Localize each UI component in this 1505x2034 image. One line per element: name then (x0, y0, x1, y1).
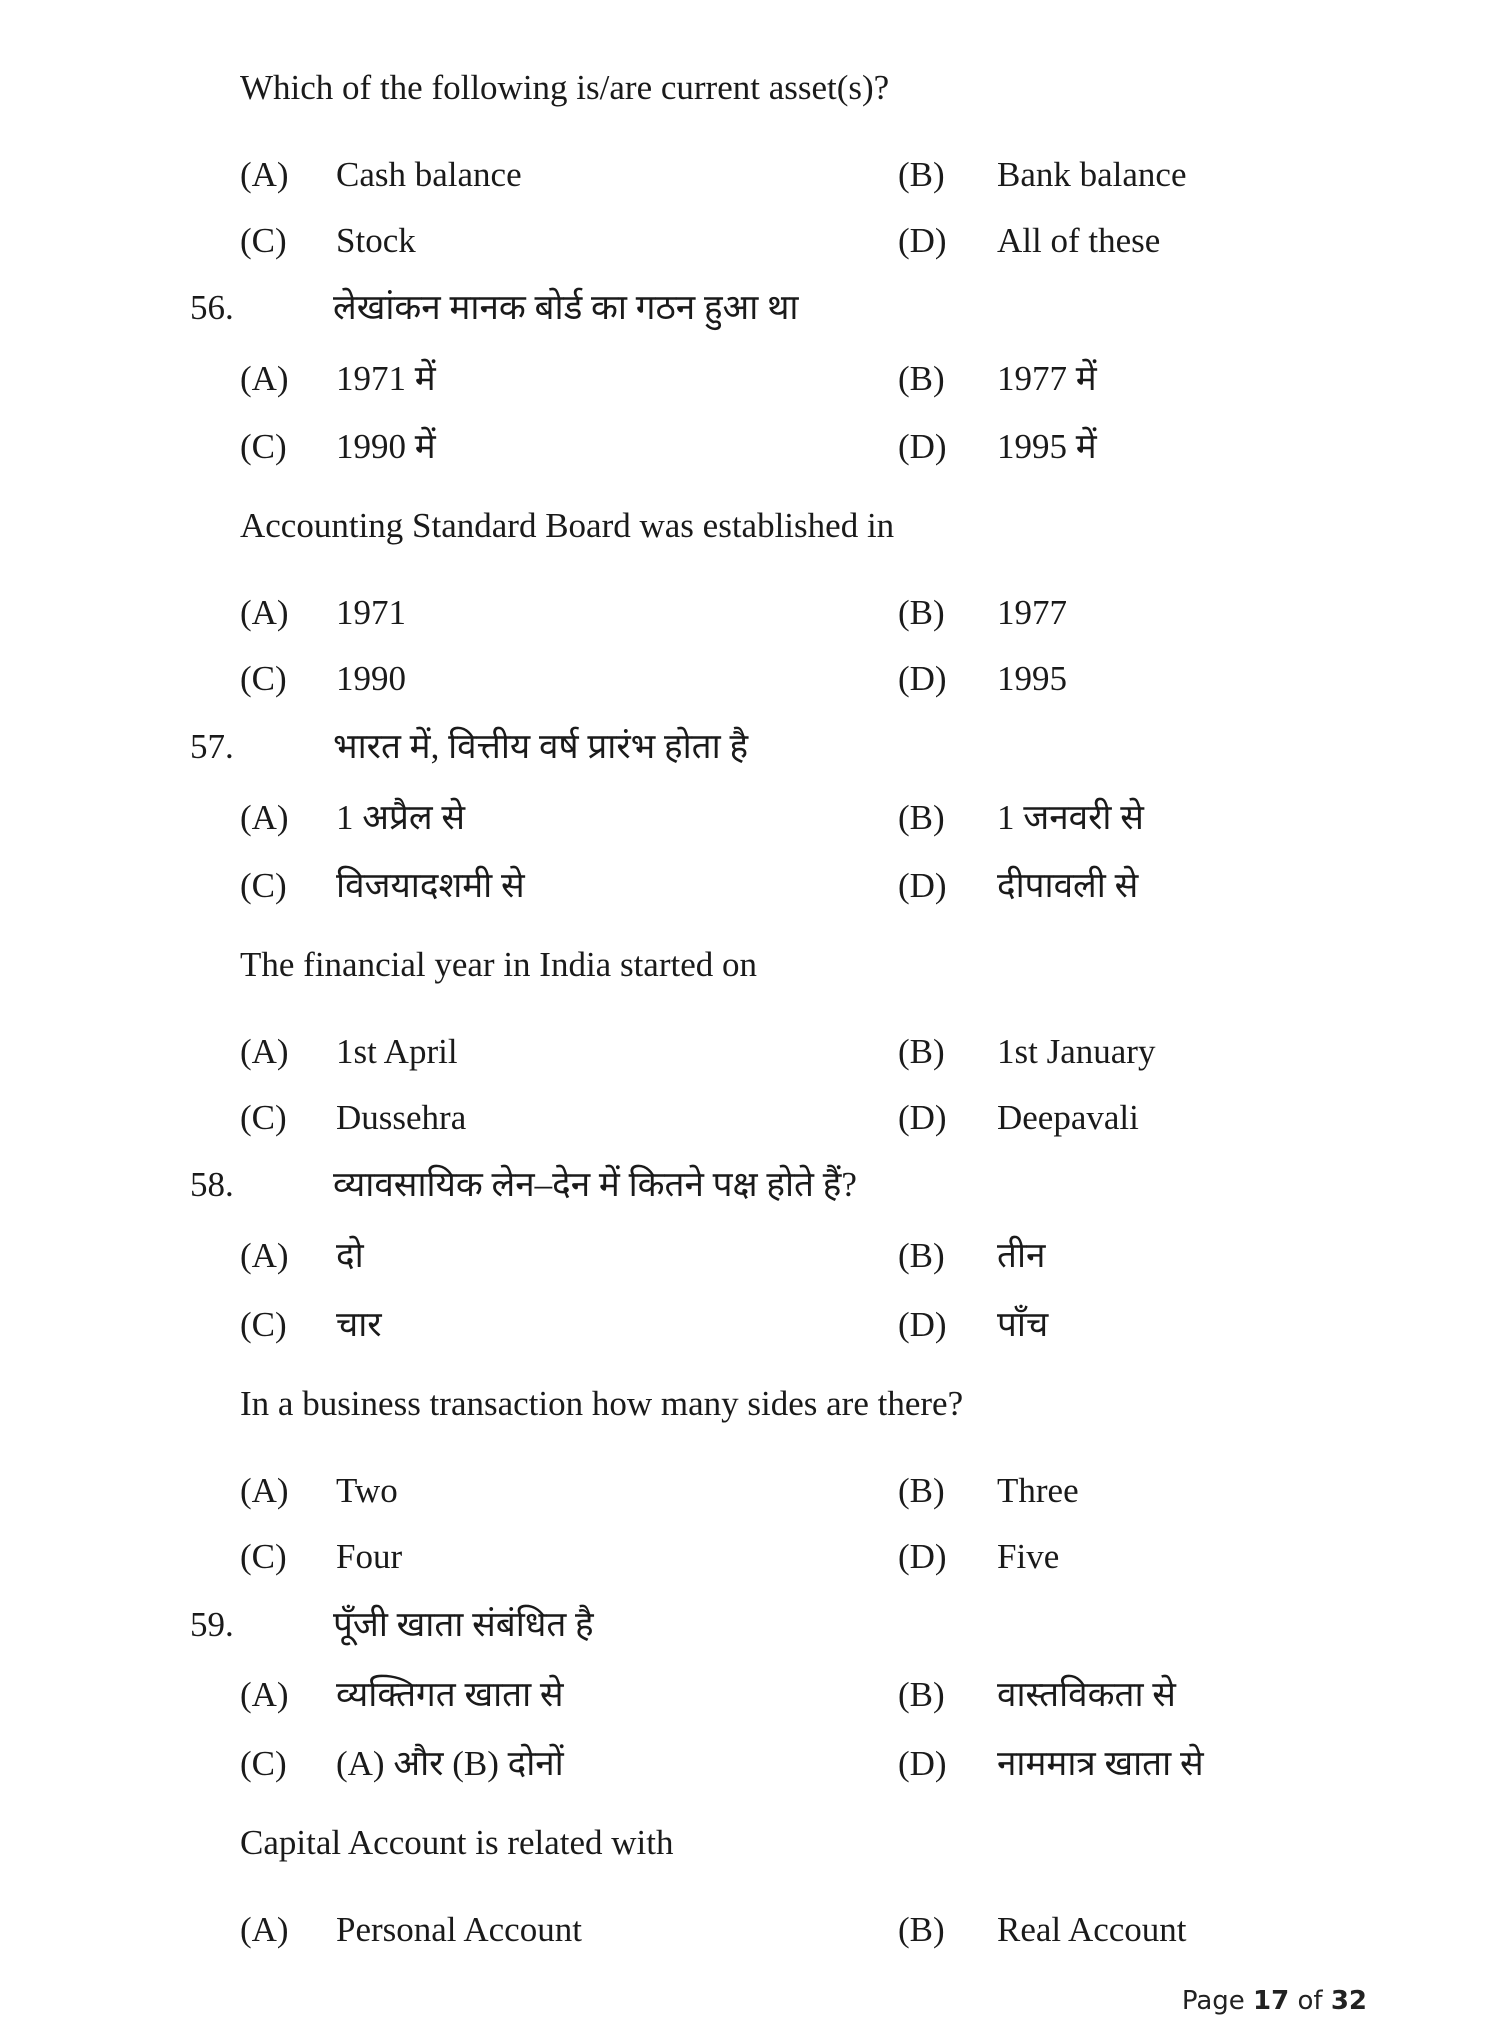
page-prefix: Page (1181, 1986, 1245, 2016)
option-text: Cash balance (336, 155, 522, 194)
page-number (1182, 1986, 1367, 2016)
option-label: (C) (240, 221, 287, 260)
option-label: (A) (240, 155, 289, 194)
question-text-hindi: लेखांकन मानक बोर्ड का गठन हुआ था (333, 288, 799, 327)
option-text: 1971 में (336, 359, 436, 398)
question-text-hindi: भारत में, वित्तीय वर्ष प्रारंभ होता है (333, 727, 749, 766)
option-text: Four (336, 1537, 403, 1576)
option-label: (A) (240, 798, 289, 837)
option-text: 1971 (336, 593, 406, 632)
option-text: व्यक्तिगत खाता से (336, 1675, 564, 1714)
option-text: 1st April (336, 1032, 458, 1071)
option-label: (D) (898, 1305, 947, 1344)
option-label: (A) (240, 359, 289, 398)
question-text-english: In a business transaction how many sides are there? (240, 1384, 964, 1423)
question-text-english: Capital Account is related with (240, 1823, 674, 1862)
option-text: Deepavali (997, 1098, 1139, 1137)
option-label: (C) (240, 427, 287, 466)
option-text: 1995 में (997, 427, 1097, 466)
option-text: दो (336, 1236, 364, 1275)
option-text: दीपावली से (997, 866, 1139, 905)
option-text: 1990 (336, 659, 406, 698)
option-label: (C) (240, 1098, 287, 1137)
question-number: 59. (190, 1605, 234, 1644)
option-text: Two (336, 1471, 398, 1510)
option-label: (C) (240, 866, 287, 905)
option-label: (A) (240, 593, 289, 632)
option-label: (B) (898, 1236, 945, 1275)
option-label: (D) (898, 866, 947, 905)
option-text: (A) और (B) दोनों (336, 1744, 564, 1783)
option-label: (B) (898, 155, 945, 194)
option-text: Stock (336, 221, 416, 260)
option-label: (D) (898, 221, 947, 260)
option-label: (B) (898, 1471, 945, 1510)
option-label: (B) (898, 1910, 945, 1949)
option-label: (B) (898, 359, 945, 398)
option-label: (B) (898, 798, 945, 837)
option-text: Personal Account (336, 1910, 582, 1949)
page-current: 17 (1253, 1986, 1290, 2016)
option-label: (C) (240, 659, 287, 698)
option-text: 1 जनवरी से (997, 798, 1144, 837)
option-label: (C) (240, 1305, 287, 1344)
option-text: विजयादशमी से (336, 866, 525, 905)
option-text: नाममात्र खाता से (997, 1744, 1204, 1783)
option-text: पाँच (997, 1305, 1049, 1344)
option-text: Three (997, 1471, 1079, 1510)
question-text-english: The financial year in India started on (240, 945, 758, 984)
option-text: चार (336, 1305, 382, 1344)
option-text: Bank balance (997, 155, 1187, 194)
option-label: (A) (240, 1910, 289, 1949)
option-label: (B) (898, 1675, 945, 1714)
option-label: (D) (898, 1098, 947, 1137)
option-label: (A) (240, 1032, 289, 1071)
option-label: (D) (898, 427, 947, 466)
option-text: 1995 (997, 659, 1067, 698)
option-text: 1977 में (997, 359, 1097, 398)
question-text-english: Which of the following is/are current asset(s)? (240, 68, 890, 107)
option-label: (D) (898, 1537, 947, 1576)
option-label: (C) (240, 1537, 287, 1576)
question-number: 57. (190, 727, 234, 766)
option-text: Real Account (997, 1910, 1187, 1949)
option-text: 1 अप्रैल से (336, 798, 466, 837)
option-label: (B) (898, 1032, 945, 1071)
question-text-english: Accounting Standard Board was established in (240, 506, 895, 545)
question-number: 58. (190, 1165, 234, 1204)
page-of: of (1297, 1986, 1323, 2016)
option-text: Five (997, 1537, 1060, 1576)
option-text: तीन (997, 1236, 1046, 1275)
option-label: (A) (240, 1471, 289, 1510)
option-label: (B) (898, 593, 945, 632)
question-text-hindi: व्यावसायिक लेन–देन में कितने पक्ष होते हैं? (333, 1165, 857, 1204)
option-text: वास्तविकता से (997, 1675, 1176, 1714)
question-number: 56. (190, 288, 234, 327)
option-text: 1990 में (336, 427, 436, 466)
option-label: (D) (898, 1744, 947, 1783)
option-text: All of these (997, 221, 1161, 260)
option-label: (C) (240, 1744, 287, 1783)
option-text: 1st January (997, 1032, 1156, 1071)
question-text-hindi: पूँजी खाता संबंधित है (333, 1605, 594, 1644)
option-text: 1977 (997, 593, 1067, 632)
option-label: (D) (898, 659, 947, 698)
option-text: Dussehra (336, 1098, 467, 1137)
option-label: (A) (240, 1675, 289, 1714)
option-label: (A) (240, 1236, 289, 1275)
page-total: 32 (1330, 1986, 1367, 2016)
